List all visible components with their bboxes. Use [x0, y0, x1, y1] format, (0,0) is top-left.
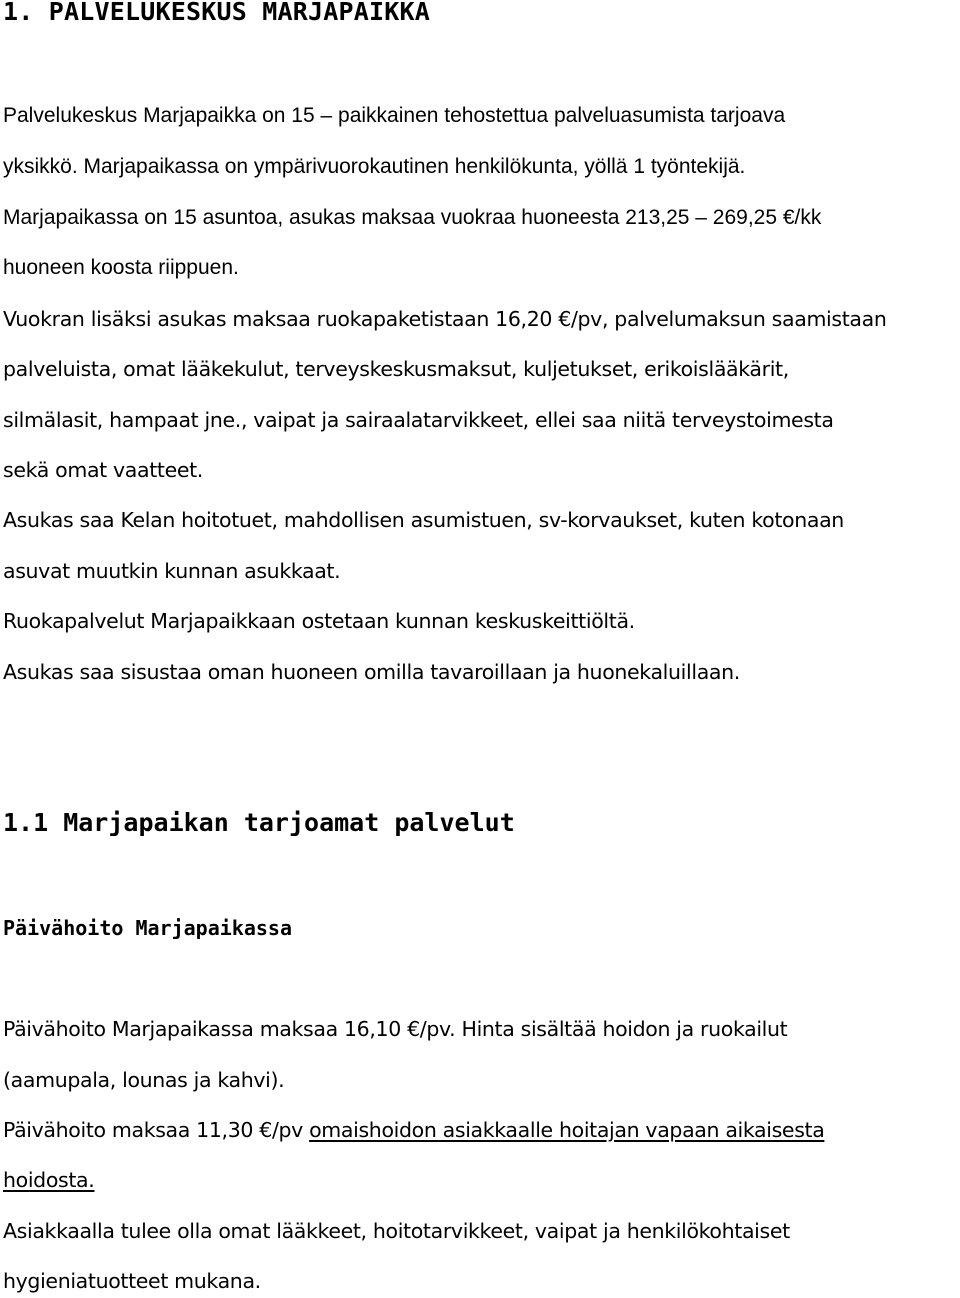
price-line-2-underlined: hoidosta.	[3, 1168, 95, 1192]
body-line-8: Asukas saa sisustaa oman huoneen omilla tavaroillaan ja huonekaluillaan.	[3, 660, 740, 684]
closing-line-2: hygieniatuotteet mukana.	[3, 1269, 261, 1293]
daycare-line-1: Päivähoito Marjapaikassa maksaa 16,10 €/pv. Hinta sisältää hoidon ja ruokailut	[3, 1017, 788, 1041]
intro-line-4: huoneen koosta riippuen.	[3, 256, 239, 279]
intro-line-2: yksikkö. Marjapaikassa on ympärivuorokautinen henkilökunta, yöllä 1 työntekijä.	[3, 155, 746, 178]
daycare-line-2: (aamupala, lounas ja kahvi).	[3, 1068, 285, 1092]
price-line-underlined: omaishoidon asiakkaalle hoitajan vapaan aikaisesta	[309, 1118, 825, 1142]
price-line	[3, 1117, 824, 1143]
intro-line-1: Palvelukeskus Marjapaikka on 15 – paikkainen tehostettua palveluasumista tarjoava	[3, 104, 786, 127]
body-line-7: Ruokapalvelut Marjapaikkaan ostetaan kunnan keskuskeittiöltä.	[3, 609, 635, 633]
body-line-4: sekä omat vaatteet.	[3, 458, 203, 482]
section-heading: 1.1 Marjapaikan tarjoamat palvelut	[3, 808, 515, 837]
body-line-3: silmälasit, hampaat jne., vaipat ja sairaalatarvikkeet, ellei saa niitä terveystoimesta	[3, 408, 834, 432]
price-line-prefix: Päivähoito maksaa 11,30 €/pv	[3, 1118, 310, 1142]
body-line-5: Asukas saa Kelan hoitotuet, mahdollisen asumistuen, sv-korvaukset, kuten kotonaan	[3, 508, 844, 532]
intro-line-3: Marjapaikassa on 15 asuntoa, asukas maksaa vuokraa huoneesta 213,25 – 269,25 €/kk	[3, 206, 822, 229]
chapter-heading: 1. PALVELUKESKUS MARJAPAIKKA	[3, 0, 431, 26]
closing-line-1: Asiakkaalla tulee olla omat lääkkeet, hoitotarvikkeet, vaipat ja henkilökohtaiset	[3, 1219, 790, 1243]
subsection-title: Päivähoito Marjapaikassa	[3, 916, 292, 940]
body-line-1: Vuokran lisäksi asukas maksaa ruokapaketistaan 16,20 €/pv, palvelumaksun saamistaan	[3, 307, 887, 331]
price-line-2	[3, 1167, 94, 1193]
body-line-2: palveluista, omat lääkekulut, terveyskeskusmaksut, kuljetukset, erikoislääkärit,	[3, 357, 789, 381]
body-line-6: asuvat muutkin kunnan asukkaat.	[3, 559, 341, 583]
